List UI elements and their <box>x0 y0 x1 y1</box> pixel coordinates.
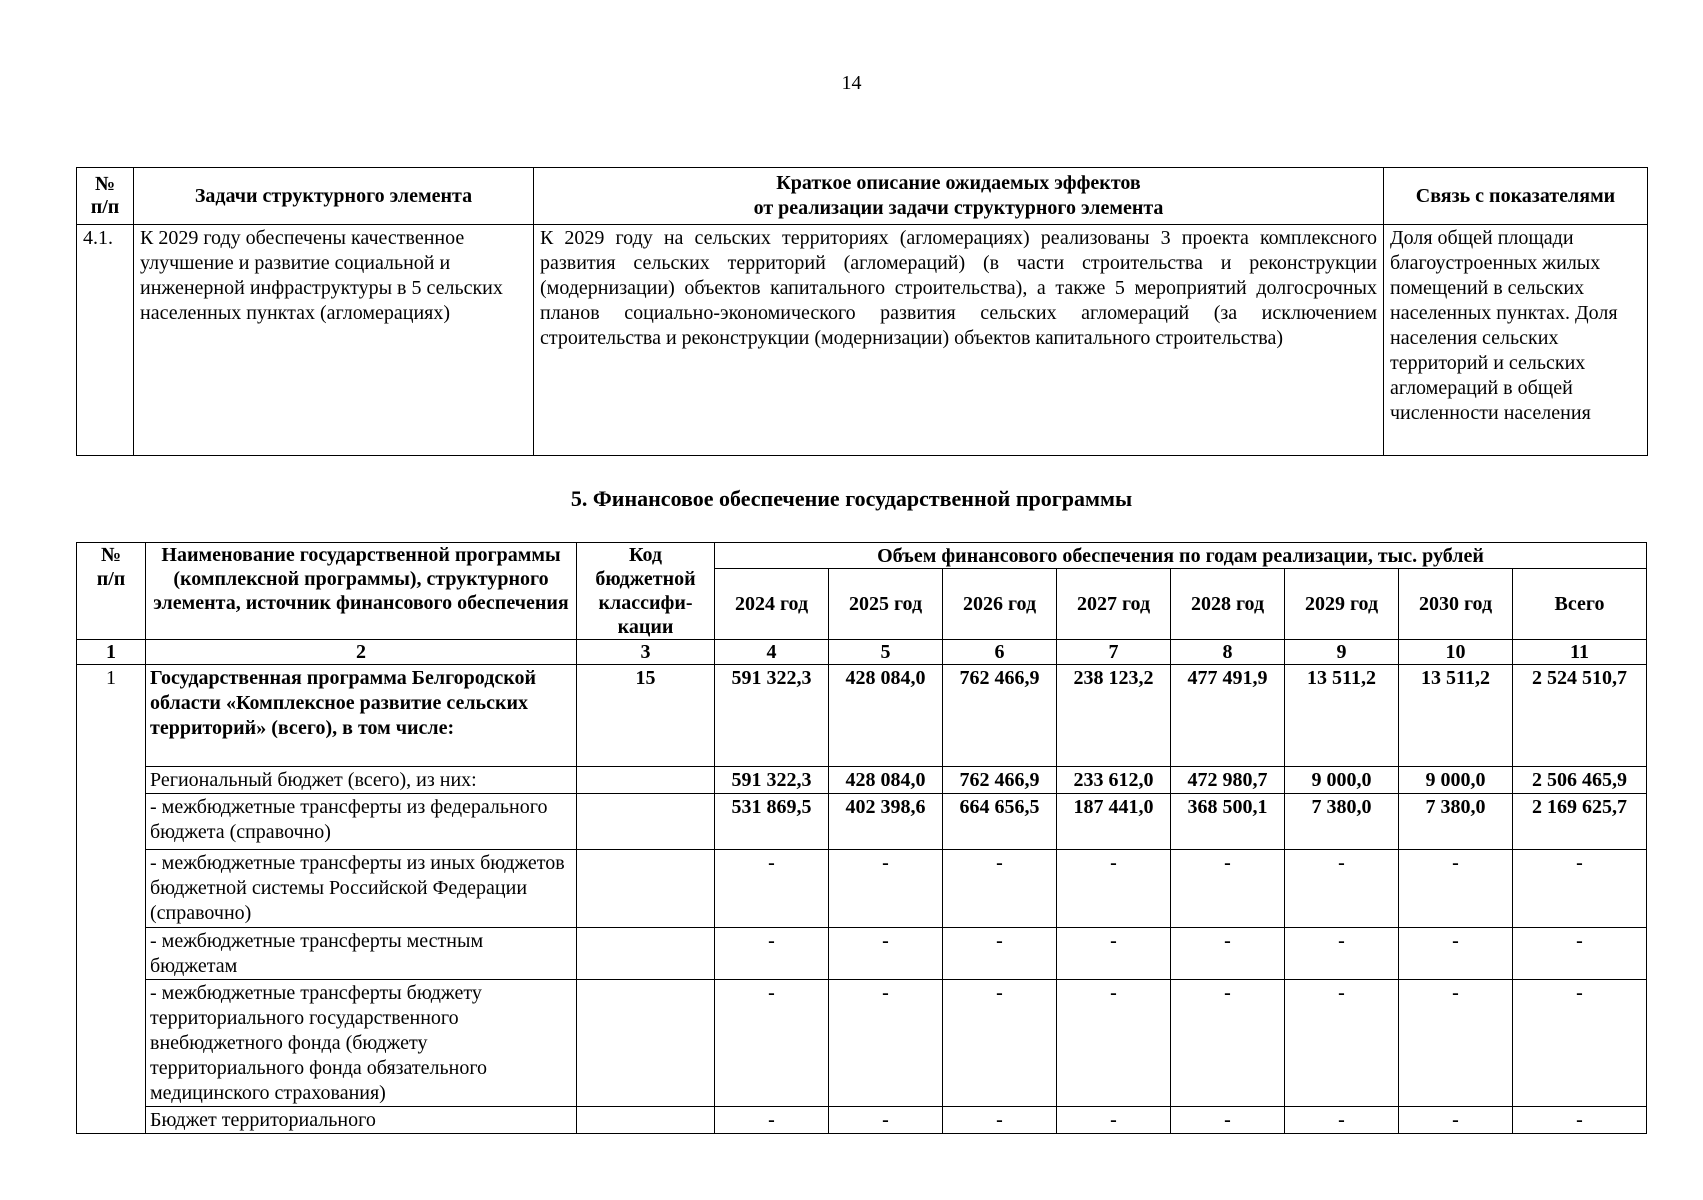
value-cell: 238 123,2 <box>1057 665 1171 767</box>
value-cell: 368 500,1 <box>1171 794 1285 850</box>
finance-header-num: № п/п <box>77 543 146 640</box>
column-number: 9 <box>1285 640 1399 665</box>
year-header-2030: 2030 год <box>1399 569 1513 640</box>
value-cell: - <box>1513 980 1647 1107</box>
value-cell: - <box>715 928 829 980</box>
column-number: 5 <box>829 640 943 665</box>
finance-header-volume: Объем финансового обеспечения по годам реализации, тыс. рублей <box>715 543 1647 569</box>
column-number: 2 <box>146 640 577 665</box>
column-numbers-row <box>77 640 1647 665</box>
value-cell: - <box>715 980 829 1107</box>
table-row <box>77 850 1647 928</box>
value-cell: - <box>1057 1107 1171 1134</box>
task-num: 4.1. <box>77 225 134 456</box>
finance-row-code <box>577 928 715 980</box>
value-cell: 7 380,0 <box>1399 794 1513 850</box>
tasks-header-num: № п/п <box>77 168 134 225</box>
value-cell: 402 398,6 <box>829 794 943 850</box>
value-cell: - <box>1057 928 1171 980</box>
value-cell: 233 612,0 <box>1057 767 1171 794</box>
finance-row-name: - межбюджетные трансферты местным бюджетам <box>146 928 577 980</box>
value-cell: 2 169 625,7 <box>1513 794 1647 850</box>
column-number: 8 <box>1171 640 1285 665</box>
value-cell: - <box>1513 928 1647 980</box>
value-cell: 9 000,0 <box>1399 767 1513 794</box>
value-cell: 9 000,0 <box>1285 767 1399 794</box>
value-cell: 2 524 510,7 <box>1513 665 1647 767</box>
value-cell: - <box>1399 928 1513 980</box>
column-number: 3 <box>577 640 715 665</box>
finance-row-name: - межбюджетные трансферты из иных бюджетов бюджетной системы Российской Федерации (справочно) <box>146 850 577 928</box>
value-cell: - <box>1171 928 1285 980</box>
column-number: 6 <box>943 640 1057 665</box>
value-cell: 7 380,0 <box>1285 794 1399 850</box>
value-cell: 472 980,7 <box>1171 767 1285 794</box>
value-cell: 428 084,0 <box>829 767 943 794</box>
table-row <box>77 794 1647 850</box>
finance-header-row-1 <box>77 543 1647 569</box>
value-cell: - <box>1513 850 1647 928</box>
value-cell: - <box>1285 980 1399 1107</box>
value-cell: - <box>1399 980 1513 1107</box>
value-cell: - <box>1171 850 1285 928</box>
value-cell: - <box>943 928 1057 980</box>
column-number: 7 <box>1057 640 1171 665</box>
finance-row-code: 15 <box>577 665 715 767</box>
value-cell: 762 466,9 <box>943 767 1057 794</box>
value-cell: 762 466,9 <box>943 665 1057 767</box>
finance-row-name: Государственная программа Белгородской области «Комплексное развитие сельских территорий» (всего), в том числе: <box>146 665 577 767</box>
value-cell: - <box>943 850 1057 928</box>
task-text: К 2029 году обеспечены качественное улучшение и развитие социальной и инженерной инфраструктуры в 5 сельских населенных пунктах (агломерациях) <box>134 225 534 456</box>
column-number: 1 <box>77 640 146 665</box>
value-cell: - <box>829 1107 943 1134</box>
value-cell: 428 084,0 <box>829 665 943 767</box>
task-link: Доля общей площади благоустроенных жилых помещений в сельских населенных пунктах. Доля населения сельских территорий и сельских агломераций в общей численности населения <box>1384 225 1648 456</box>
page-number: 14 <box>841 72 862 94</box>
value-cell: 591 322,3 <box>715 665 829 767</box>
year-header-2028: 2028 год <box>1171 569 1285 640</box>
value-cell: - <box>1285 928 1399 980</box>
finance-table <box>76 542 1647 1134</box>
value-cell: 13 511,2 <box>1285 665 1399 767</box>
tasks-header-link: Связь с показателями <box>1384 168 1648 225</box>
value-cell: - <box>1057 980 1171 1107</box>
finance-row-code <box>577 1107 715 1134</box>
value-cell: - <box>1513 1107 1647 1134</box>
tasks-header-effects: Краткое описание ожидаемых эффектов от реализации задачи структурного элемента <box>534 168 1384 225</box>
value-cell: - <box>1057 850 1171 928</box>
finance-row-num: 1 <box>77 665 146 1134</box>
table-row <box>77 928 1647 980</box>
section-title: 5. Финансовое обеспечение государственной программы <box>570 486 1133 511</box>
tasks-table <box>76 167 1648 456</box>
year-header-2027: 2027 год <box>1057 569 1171 640</box>
finance-row-name: - межбюджетные трансферты из федерального бюджета (справочно) <box>146 794 577 850</box>
task-effects: К 2029 году на сельских территориях (агломерациях) реализованы 3 проекта комплексного развития сельских территорий (агломераций) (в части строительства и реконструкции (модернизации) объектов капитального строительства), а также 5 мероприятий долгосрочных планов социально-экономического развития сельских агломераций (за исключением строительства и реконструкции (модернизации) объектов капитального строительства) <box>534 225 1384 456</box>
finance-row-name: - межбюджетные трансферты бюджету территориального государственного внебюджетного фонда (бюджету территориального фонда обязательного медицинского страхования) <box>146 980 577 1107</box>
finance-row-code <box>577 794 715 850</box>
value-cell: 2 506 465,9 <box>1513 767 1647 794</box>
year-header-2026: 2026 год <box>943 569 1057 640</box>
column-number: 4 <box>715 640 829 665</box>
finance-header-code: Код бюджетной классифи-кации <box>577 543 715 640</box>
value-cell: 187 441,0 <box>1057 794 1171 850</box>
finance-row-code <box>577 850 715 928</box>
value-cell: - <box>1399 1107 1513 1134</box>
value-cell: - <box>943 980 1057 1107</box>
value-cell: - <box>829 928 943 980</box>
value-cell: 591 322,3 <box>715 767 829 794</box>
table-row <box>77 980 1647 1107</box>
value-cell: - <box>829 850 943 928</box>
column-number: 11 <box>1513 640 1647 665</box>
finance-row-code <box>577 767 715 794</box>
value-cell: - <box>1399 850 1513 928</box>
value-cell: - <box>1171 1107 1285 1134</box>
finance-row-name: Бюджет территориального <box>146 1107 577 1134</box>
value-cell: - <box>1285 1107 1399 1134</box>
value-cell: 664 656,5 <box>943 794 1057 850</box>
column-number: 10 <box>1399 640 1513 665</box>
table-row <box>77 665 1647 767</box>
value-cell: - <box>1171 980 1285 1107</box>
finance-row-code <box>577 980 715 1107</box>
table-row <box>77 225 1648 456</box>
year-header-2024: 2024 год <box>715 569 829 640</box>
finance-row-name: Региональный бюджет (всего), из них: <box>146 767 577 794</box>
finance-header-name: Наименование государственной программы (комплексной программы), структурного элемента, источник финансового обеспечения <box>146 543 577 640</box>
table-row <box>77 767 1647 794</box>
year-header-2025: 2025 год <box>829 569 943 640</box>
value-cell: - <box>1285 850 1399 928</box>
value-cell: 531 869,5 <box>715 794 829 850</box>
value-cell: - <box>715 1107 829 1134</box>
year-header-2029: 2029 год <box>1285 569 1399 640</box>
table-row <box>77 1107 1647 1134</box>
value-cell: - <box>829 980 943 1107</box>
value-cell: - <box>715 850 829 928</box>
tasks-header-task: Задачи структурного элемента <box>134 168 534 225</box>
value-cell: 13 511,2 <box>1399 665 1513 767</box>
value-cell: - <box>943 1107 1057 1134</box>
tasks-header-row <box>77 168 1648 225</box>
value-cell: 477 491,9 <box>1171 665 1285 767</box>
year-header-total: Всего <box>1513 569 1647 640</box>
